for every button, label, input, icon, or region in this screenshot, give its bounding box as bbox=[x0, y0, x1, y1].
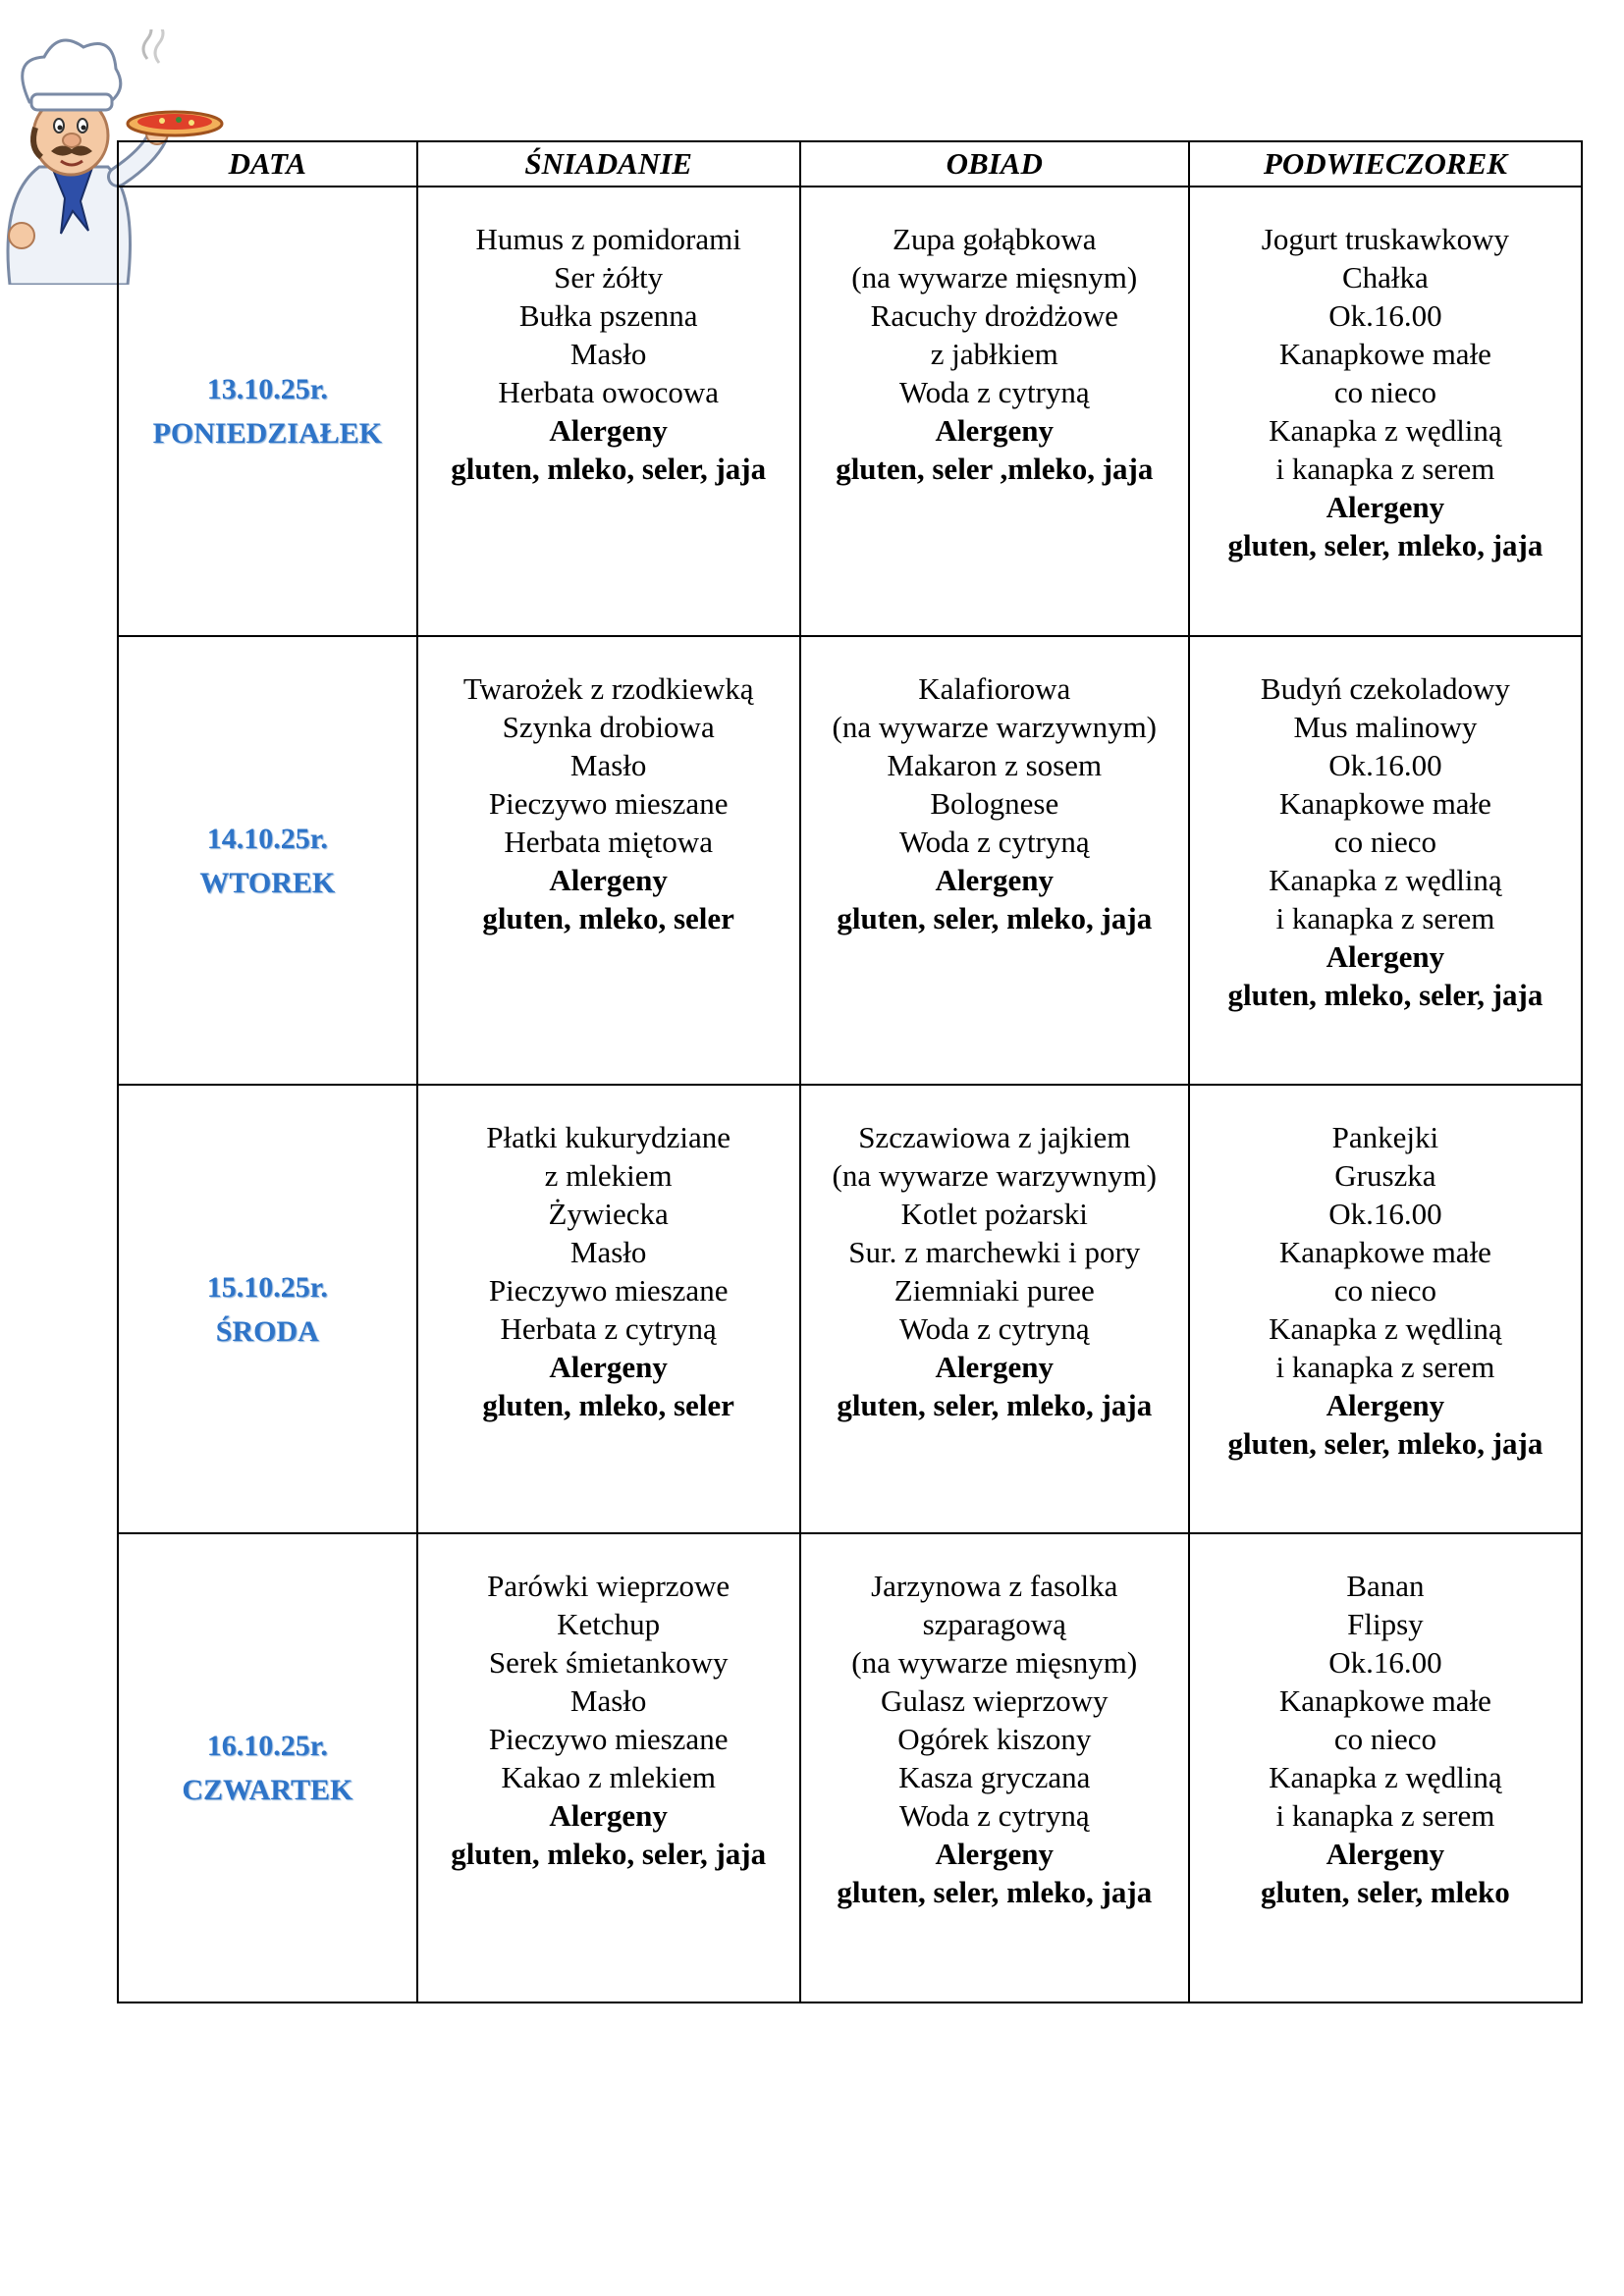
date-text: 13.10.25r. bbox=[206, 373, 328, 405]
menu-item: Szynka drobiowa bbox=[502, 710, 715, 744]
menu-item: Pieczywo mieszane bbox=[488, 1273, 729, 1308]
menu-item: Pankejki bbox=[1331, 1120, 1439, 1154]
header-snack: PODWIECZOREK bbox=[1189, 141, 1582, 187]
menu-item: Woda z cytryną bbox=[898, 825, 1090, 859]
menu-item: Kotlet pożarski bbox=[900, 1197, 1088, 1231]
allergens-list: gluten, seler ,mleko, jaja bbox=[836, 452, 1154, 486]
menu-item: co nieco bbox=[1333, 375, 1436, 409]
menu-item: Ok.16.00 bbox=[1328, 1645, 1442, 1680]
menu-item: Ok.16.00 bbox=[1328, 748, 1442, 782]
menu-item: Pieczywo mieszane bbox=[488, 786, 729, 821]
menu-item: Ser żółty bbox=[554, 260, 664, 294]
allergens-label: Alergeny bbox=[1326, 1837, 1445, 1871]
menu-item: z mlekiem bbox=[544, 1158, 673, 1193]
weekday-text: ŚRODA bbox=[215, 1314, 319, 1348]
menu-item: Serek śmietankowy bbox=[488, 1645, 729, 1680]
snack-cell bbox=[1189, 1533, 1582, 2002]
weekday-text: PONIEDZIAŁEK bbox=[152, 417, 382, 450]
breakfast-cell bbox=[417, 636, 800, 1085]
menu-item: szparagową bbox=[922, 1607, 1066, 1641]
menu-item: Ok.16.00 bbox=[1328, 298, 1442, 333]
menu-item: i kanapka z serem bbox=[1275, 1798, 1495, 1833]
menu-table bbox=[117, 140, 1583, 2003]
table-row bbox=[118, 636, 1582, 1085]
menu-item: Kanapka z wędliną bbox=[1269, 413, 1502, 448]
menu-item: (na wywarze warzywnym) bbox=[832, 710, 1158, 744]
menu-item: Gruszka bbox=[1334, 1158, 1436, 1193]
menu-item: Herbata owocowa bbox=[498, 375, 719, 409]
header-row bbox=[118, 141, 1582, 187]
lunch-cell bbox=[800, 187, 1189, 636]
menu-item: Masło bbox=[569, 1235, 647, 1269]
menu-item: Kanapkowe małe bbox=[1278, 1235, 1491, 1269]
menu-item: Ok.16.00 bbox=[1328, 1197, 1442, 1231]
allergens-label: Alergeny bbox=[1326, 939, 1445, 974]
menu-item: Mus malinowy bbox=[1293, 710, 1478, 744]
menu-item: Ziemniaki puree bbox=[893, 1273, 1095, 1308]
allergens-list: gluten, seler, mleko, jaja bbox=[837, 1388, 1153, 1422]
breakfast-cell bbox=[417, 1085, 800, 1533]
allergens-list: gluten, seler, mleko, jaja bbox=[1227, 528, 1543, 562]
snack-cell bbox=[1189, 636, 1582, 1085]
menu-item: Bolognese bbox=[930, 786, 1059, 821]
allergens-list: gluten, seler, mleko, jaja bbox=[837, 901, 1153, 935]
menu-item: Masło bbox=[569, 337, 647, 371]
date-cell bbox=[118, 187, 417, 636]
menu-item: (na wywarze mięsnym) bbox=[851, 1645, 1138, 1680]
menu-item: Kanapka z wędliną bbox=[1269, 863, 1502, 897]
menu-item: co nieco bbox=[1333, 825, 1436, 859]
menu-item: Masło bbox=[569, 748, 647, 782]
table-row bbox=[118, 1533, 1582, 2002]
menu-item: Makaron z sosem bbox=[887, 748, 1103, 782]
allergens-label: Alergeny bbox=[1326, 1388, 1445, 1422]
date-text: 14.10.25r. bbox=[206, 822, 328, 855]
allergens-list: gluten, mleko, seler, jaja bbox=[1227, 978, 1543, 1012]
weekday-text: WTOREK bbox=[199, 866, 336, 899]
allergens-list: gluten, seler, mleko bbox=[1261, 1875, 1510, 1909]
header-breakfast: ŚNIADANIE bbox=[417, 141, 800, 187]
table-row bbox=[118, 187, 1582, 636]
menu-item: Jarzynowa z fasolka bbox=[871, 1569, 1118, 1603]
menu-item: Herbata miętowa bbox=[504, 825, 713, 859]
allergens-label: Alergeny bbox=[935, 1837, 1055, 1871]
menu-item: Kanapkowe małe bbox=[1278, 786, 1491, 821]
menu-item: Chałka bbox=[1342, 260, 1429, 294]
menu-item: Żywiecka bbox=[548, 1197, 669, 1231]
date-cell bbox=[118, 636, 417, 1085]
menu-item: Szczawiowa z jajkiem bbox=[858, 1120, 1131, 1154]
allergens-label: Alergeny bbox=[935, 863, 1055, 897]
snack-cell bbox=[1189, 187, 1582, 636]
menu-item: Kakao z mlekiem bbox=[501, 1760, 716, 1794]
menu-item: Bułka pszenna bbox=[518, 298, 698, 333]
header-date: DATA bbox=[118, 141, 417, 187]
menu-item: Humus z pomidorami bbox=[475, 222, 741, 256]
date-text: 16.10.25r. bbox=[206, 1730, 328, 1762]
allergens-label: Alergeny bbox=[549, 863, 668, 897]
menu-item: Kanapka z wędliną bbox=[1269, 1760, 1502, 1794]
date-cell bbox=[118, 1085, 417, 1533]
allergens-label: Alergeny bbox=[1326, 490, 1445, 524]
menu-item: Woda z cytryną bbox=[898, 1798, 1090, 1833]
menu-item: Kanapka z wędliną bbox=[1269, 1311, 1502, 1346]
menu-item: Gulasz wieprzowy bbox=[880, 1683, 1109, 1718]
menu-item: Masło bbox=[569, 1683, 647, 1718]
weekday-text: CZWARTEK bbox=[182, 1774, 353, 1806]
lunch-cell bbox=[800, 636, 1189, 1085]
menu-item: Jogurt truskawkowy bbox=[1261, 222, 1510, 256]
menu-item: i kanapka z serem bbox=[1275, 452, 1495, 486]
menu-item: Płatki kukurydziane bbox=[486, 1120, 731, 1154]
allergens-label: Alergeny bbox=[549, 413, 668, 448]
menu-item: Sur. z marchewki i pory bbox=[848, 1235, 1141, 1269]
menu-item: Herbata z cytryną bbox=[500, 1311, 717, 1346]
menu-item: Parówki wieprzowe bbox=[487, 1569, 731, 1603]
menu-item: Kanapkowe małe bbox=[1278, 1683, 1491, 1718]
menu-item: Racuchy drożdżowe bbox=[870, 298, 1118, 333]
menu-item: co nieco bbox=[1333, 1722, 1436, 1756]
menu-item: Flipsy bbox=[1347, 1607, 1424, 1641]
menu-item: (na wywarze warzywnym) bbox=[832, 1158, 1158, 1193]
allergens-label: Alergeny bbox=[935, 413, 1055, 448]
allergens-list: gluten, mleko, seler bbox=[482, 1388, 734, 1422]
menu-item: Kalafiorowa bbox=[918, 671, 1071, 706]
menu-item: Woda z cytryną bbox=[898, 1311, 1090, 1346]
menu-item: Ogórek kiszony bbox=[897, 1722, 1092, 1756]
allergens-label: Alergeny bbox=[935, 1350, 1055, 1384]
menu-item: i kanapka z serem bbox=[1275, 901, 1495, 935]
menu-item: z jabłkiem bbox=[930, 337, 1058, 371]
menu-item: (na wywarze mięsnym) bbox=[851, 260, 1138, 294]
menu-item: Banan bbox=[1346, 1569, 1425, 1603]
menu-item: Woda z cytryną bbox=[898, 375, 1090, 409]
menu-item: Twarożek z rzodkiewką bbox=[462, 671, 754, 706]
menu-item: Kanapkowe małe bbox=[1278, 337, 1491, 371]
table-row bbox=[118, 1085, 1582, 1533]
date-text: 15.10.25r. bbox=[206, 1270, 328, 1304]
allergens-label: Alergeny bbox=[549, 1798, 668, 1833]
allergens-list: gluten, mleko, seler, jaja bbox=[451, 452, 767, 486]
menu-item: Ketchup bbox=[557, 1607, 661, 1641]
breakfast-cell bbox=[417, 1533, 800, 2002]
lunch-cell bbox=[800, 1533, 1189, 2002]
allergens-list: gluten, mleko, seler bbox=[482, 901, 734, 935]
date-cell bbox=[118, 1533, 417, 2002]
menu-item: i kanapka z serem bbox=[1275, 1350, 1495, 1384]
allergens-list: gluten, mleko, seler, jaja bbox=[451, 1837, 767, 1871]
menu-item: Pieczywo mieszane bbox=[488, 1722, 729, 1756]
lunch-cell bbox=[800, 1085, 1189, 1533]
menu-item: Zupa gołąbkowa bbox=[893, 222, 1097, 256]
allergens-list: gluten, seler, mleko, jaja bbox=[1227, 1426, 1543, 1461]
menu-item: co nieco bbox=[1333, 1273, 1436, 1308]
menu-item: Budyń czekoladowy bbox=[1260, 671, 1510, 706]
menu-item: Kasza gryczana bbox=[898, 1760, 1091, 1794]
header-lunch: OBIAD bbox=[800, 141, 1189, 187]
snack-cell bbox=[1189, 1085, 1582, 1533]
allergens-list: gluten, seler, mleko, jaja bbox=[837, 1875, 1153, 1909]
breakfast-cell bbox=[417, 187, 800, 636]
allergens-label: Alergeny bbox=[549, 1350, 668, 1384]
